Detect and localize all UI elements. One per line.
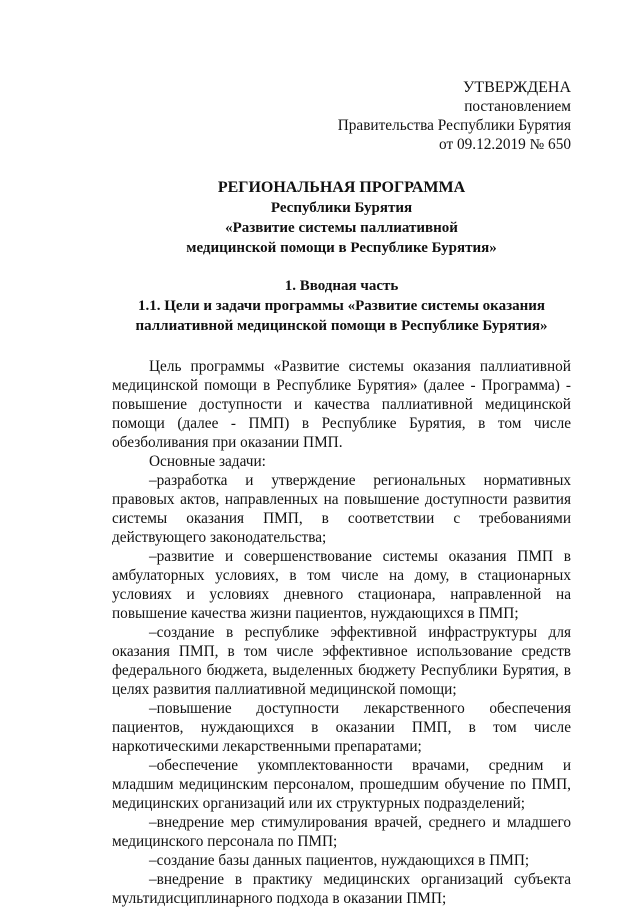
tasks-label: Основные задачи:	[149, 453, 266, 470]
section-heading-block	[112, 276, 571, 336]
program-title-line: РЕГИОНАЛЬНАЯ ПРОГРАММА	[217, 179, 466, 196]
task-item: –разработка и утверждение региональных нормативных правовых актов, направленных на повышение доступности развития системы оказания ПМП, в соответствии с требованиями действующего законодательства;	[112, 472, 571, 546]
program-title	[112, 178, 571, 258]
approval-line: постановлением	[464, 98, 571, 115]
task-item: –внедрение в практику медицинских организаций субъекта мультидисциплинарного подхода в оказании ПМП;	[112, 871, 571, 907]
task-item: –внедрение мер стимулирования врачей, среднего и младшего медицинского персонала по ПМП;	[112, 814, 571, 850]
task-item: –повышение доступности лекарственного обеспечения пациентов, нуждающихся в оказании ПМП, в том числе наркотическими лекарственными препаратами;	[112, 700, 571, 755]
approval-title: УТВЕРЖДЕНА	[462, 79, 571, 96]
approval-date: от 09.12.2019 № 650	[439, 136, 571, 153]
approval-line: Правительства Республики Бурятия	[337, 117, 571, 134]
program-title-line: Республики Бурятия	[270, 200, 413, 216]
body-text	[112, 357, 571, 908]
program-title-line: «Развитие системы паллиативной	[225, 220, 458, 236]
subsection-heading-line: 1.1. Цели и задачи программы «Развитие системы оказания	[137, 298, 546, 314]
task-item: –создание в республике эффективной инфраструктуры для оказания ПМП, в том числе эффективное использование средств федерального бюджета, выделенных бюджету Республики Бурятия, в целях развития паллиативной медицинской помощи;	[112, 624, 571, 698]
goal-paragraph: Цель программы «Развитие системы оказания паллиативной медицинской помощи в Республике Бурятия» (далее - Программа) - повышение доступности и качества паллиативной медицинской помощи (далее - ПМП) в Республике Бурятия, в том числе обезболивания при оказании ПМП.	[112, 358, 571, 451]
task-item: –обеспечение укомплектованности врачами, средним и младшим медицинским персоналом, прошедшим обучение по ПМП, медицинских организаций или их структурных подразделений;	[112, 757, 571, 812]
task-item: –создание базы данных пациентов, нуждающихся в ПМП;	[149, 852, 530, 869]
task-item: –развитие и совершенствование системы оказания ПМП в амбулаторных условиях, в том числе на дому, в стационарных условиях и условиях дневного стационара, направленной на повышение качества жизни пациентов, нуждающихся в ПМП;	[112, 548, 571, 622]
program-title-line: медицинской помощи в Республике Бурятия»	[186, 240, 497, 256]
approval-stamp	[112, 78, 571, 154]
subsection-heading-line: паллиативной медицинской помощи в Республике Бурятия»	[135, 318, 548, 334]
section-heading: 1. Вводная часть	[284, 278, 399, 294]
